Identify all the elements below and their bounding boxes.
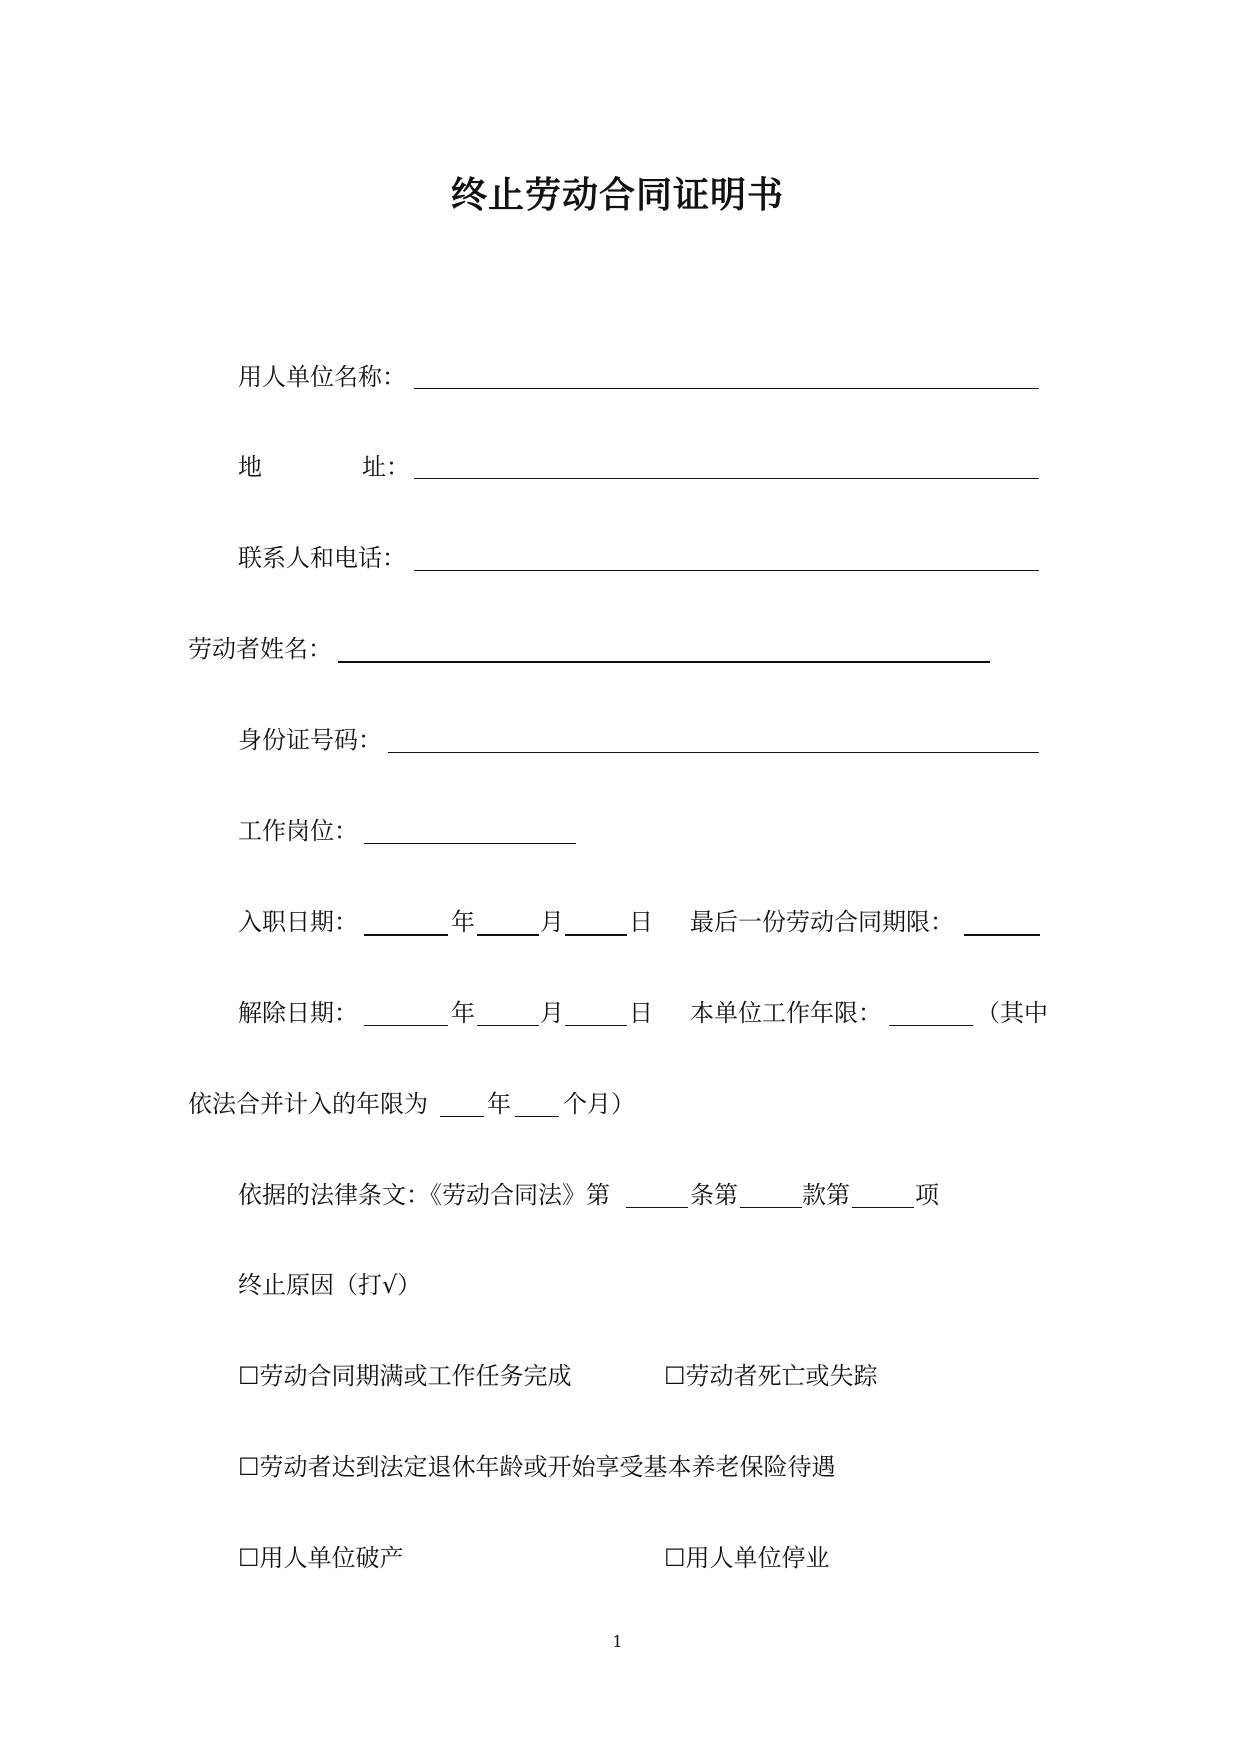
legal-article-text: 条第: [690, 1181, 738, 1209]
worker-name-label: 劳动者姓名：: [188, 635, 332, 663]
service-years-line[interactable]: [889, 1025, 973, 1026]
id-number-label: 身份证号码：: [238, 726, 382, 754]
entry-date-label: 入职日期：: [238, 908, 358, 936]
release-day-line[interactable]: [565, 1025, 627, 1026]
release-year-line[interactable]: [364, 1025, 448, 1026]
option-suspension[interactable]: ☐用人单位停业: [664, 1544, 830, 1572]
release-month-line[interactable]: [477, 1025, 539, 1026]
option-bankruptcy[interactable]: ☐用人单位破产: [238, 1544, 404, 1572]
release-day-text: 日: [629, 999, 653, 1027]
service-years-label: 本单位工作年限：: [690, 999, 882, 1027]
contract-term-line[interactable]: [964, 934, 1040, 936]
termination-reason-heading: 终止原因（打√）: [238, 1271, 422, 1299]
merged-years-line[interactable]: [440, 1116, 484, 1117]
option-worker-deceased[interactable]: ☐劳动者死亡或失踪: [664, 1362, 878, 1390]
legal-article-line[interactable]: [626, 1207, 688, 1208]
entry-month-text: 月: [540, 908, 564, 936]
entry-year-line[interactable]: [364, 934, 448, 936]
release-date-label: 解除日期：: [238, 999, 358, 1027]
merged-years-label: 依法合并计入的年限为: [188, 1090, 428, 1118]
id-number-line[interactable]: [388, 752, 1039, 753]
employer-name-line[interactable]: [414, 388, 1039, 389]
worker-name-line[interactable]: [338, 661, 990, 663]
option-retirement[interactable]: ☐劳动者达到法定退休年龄或开始享受基本养老保险待遇: [238, 1453, 836, 1481]
address-line[interactable]: [414, 478, 1039, 479]
entry-day-line[interactable]: [565, 934, 627, 936]
merged-months-unit: 个月）: [563, 1090, 635, 1118]
legal-clause-text: 款第: [802, 1181, 850, 1209]
legal-basis-prefix: 依据的法律条文：《劳动合同法》第: [238, 1181, 610, 1209]
contract-term-label: 最后一份劳动合同期限：: [690, 908, 954, 936]
entry-year-text: 年: [451, 908, 475, 936]
legal-item-text: 项: [915, 1181, 939, 1209]
release-month-text: 月: [540, 999, 564, 1027]
entry-day-text: 日: [629, 908, 653, 936]
contact-label: 联系人和电话：: [238, 544, 406, 572]
page-number: 1: [612, 1632, 623, 1651]
page-title: 终止劳动合同证明书: [450, 174, 784, 216]
position-label: 工作岗位：: [238, 817, 358, 845]
service-note-start: （其中: [976, 999, 1048, 1027]
option-contract-expired[interactable]: ☐劳动合同期满或工作任务完成: [238, 1362, 572, 1390]
address-label-left: 地: [238, 453, 262, 481]
employer-name-label: 用人单位名称：: [238, 363, 406, 391]
address-label-right: 址：: [362, 453, 410, 481]
merged-years-unit: 年: [487, 1090, 511, 1118]
entry-month-line[interactable]: [477, 934, 539, 936]
position-line[interactable]: [364, 843, 576, 844]
release-year-text: 年: [451, 999, 475, 1027]
legal-clause-line[interactable]: [740, 1207, 802, 1208]
legal-item-line[interactable]: [852, 1207, 914, 1208]
merged-months-line[interactable]: [515, 1116, 559, 1117]
contact-line[interactable]: [414, 570, 1039, 571]
